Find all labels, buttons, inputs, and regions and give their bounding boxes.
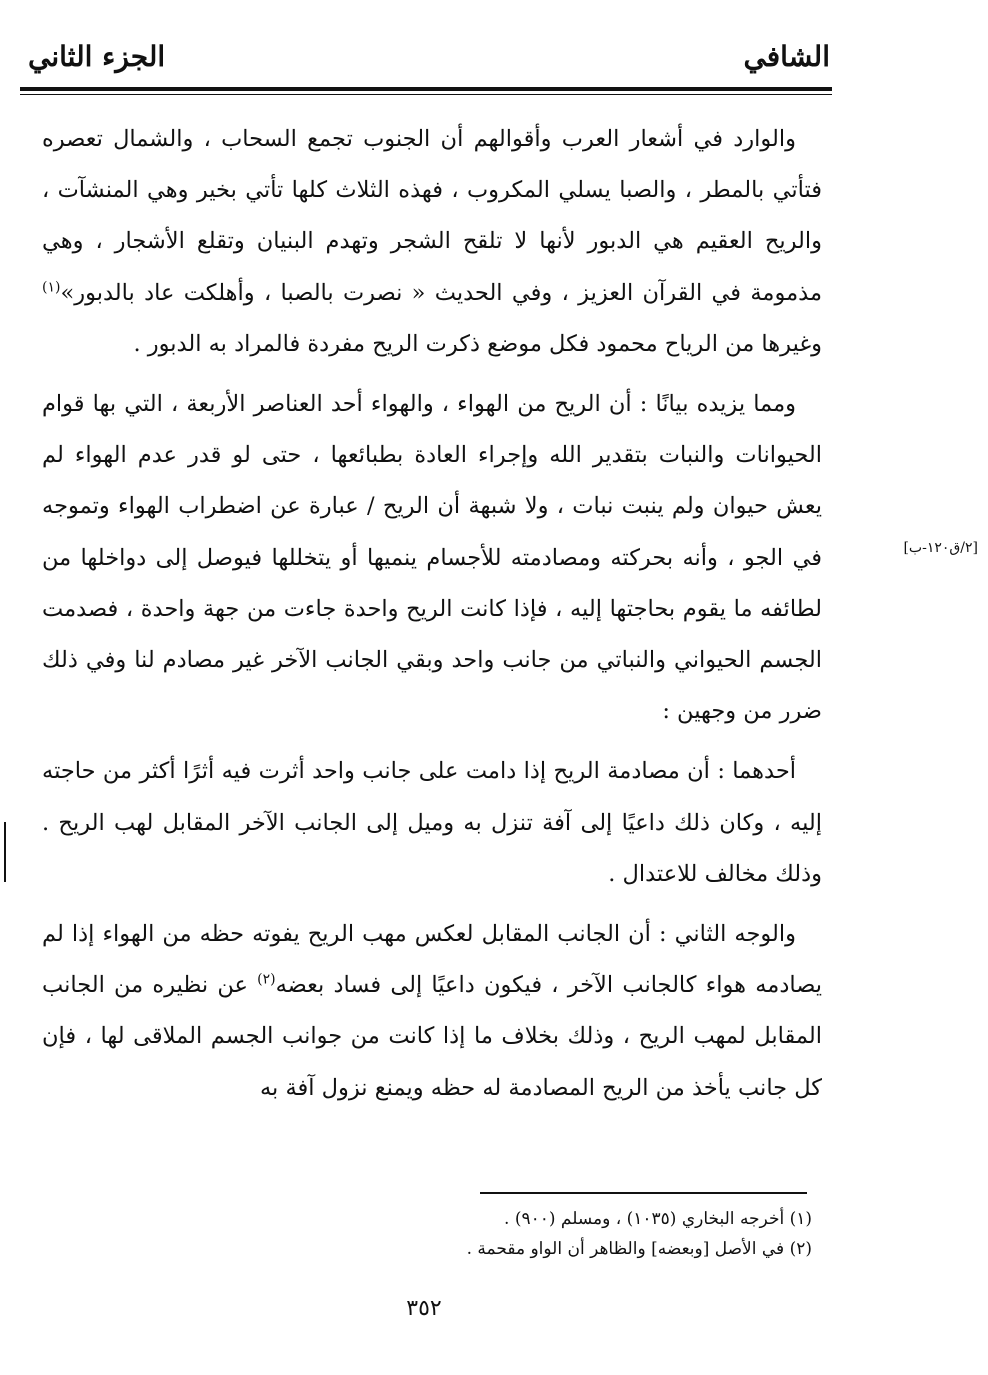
header-rule-thick — [20, 87, 832, 91]
volume-label: الجزء الثاني — [28, 40, 166, 73]
manuscript-folio-note: [٢/ق١٢٠-ب] — [903, 540, 978, 556]
paragraph-1: والوارد في أشعار العرب وأقوالهم أن الجنوب تجمع السحاب ، والشمال تعصره فتأتي بالمطر ، والصبا يسلي المكروب ، فهذه الثلاث كلها تأتي بخير وهي المنشآت ، والريح العقيم هي الدبور لأنها لا تلقح الشجر وتهدم البنيان وتقلع الأشجار ، وهي مذمومة في القرآن العزيز ، وفي الحديث « نصرت بالصبا ، وأهلكت عاد بالدبور»$^{(١)}$ وغيرها من الرياح محمود فكل موضع ذكرت الريح مفردة فالمراد به الدبور . — [42, 126, 822, 357]
paragraph-2: ومما يزيده بيانًا : أن الريح من الهواء ، والهواء أحد العناصر الأربعة ، التي بها قوام الحيوانات والنبات بتقدير الله وإجراء العادة بطبائعها ، حتى لو قدر عدم الهواء لم يعش حيوان ولم ينبت نبات ، ولا شبهة أن الريح / عبارة عن اضطراب الهواء وتموجه في الجو ، وأنه بحركته ومصادمته للأجسام ينميها أو يتخللها فيوصل إلى دواخلها من لطائفه ما يقوم بحاجتها إليه ، فإذا كانت الريح واحدة جاءت من جهة واحدة ، فصدمت الجسم الحيواني والنباتي من جانب واحد وبقي الجانب الآخر غير مصادم لنا وفي ذلك ضرر من وجهين : — [42, 391, 822, 725]
main-text — [42, 114, 822, 1114]
footnote-2: (٢) في الأصل [وبعضه] والظاهر أن الواو مقحمة . — [466, 1239, 812, 1259]
footnote-1: (١) أخرجه البخاري (١٠٣٥) ، ومسلم (٩٠٠) . — [504, 1209, 812, 1229]
margin-edge-mark — [4, 822, 6, 882]
paragraph-3: أحدهما : أن مصادمة الريح إذا دامت على جانب واحد أثرت فيه أثرًا أكثر من حاجته إليه ، وكان ذلك داعيًا إلى آفة تنزل به وميل إلى الجانب الآخر المقابل لهب الريح . وذلك مخالف للاعتدال . — [42, 758, 822, 887]
footnote-ref-2: (٢) — [257, 971, 276, 988]
book-title: الشافي — [743, 40, 830, 73]
footnote-separator — [480, 1192, 807, 1194]
footnote-ref-1: (١) — [42, 279, 61, 296]
page-number: ٣٥٢ — [406, 1296, 442, 1321]
paragraph-4: والوجه الثاني : أن الجانب المقابل لعكس مهب الريح يفوته حظه من الهواء إذا لم يصادمه هواء كالجانب الآخر ، فيكون داعيًا إلى فساد بعضه$^{(٢)}$ عن نظيره من الجانب المقابل لمهب الريح ، وذلك بخلاف ما إذا كانت من جوانب الجسم الملاقى لها ، فإن كل جانب يأخذ من الريح المصادمة له حظه ويمنع نزول آفة به — [42, 921, 822, 1101]
running-header — [20, 32, 830, 82]
footnotes — [300, 1204, 812, 1264]
header-rule-thin — [20, 94, 832, 95]
